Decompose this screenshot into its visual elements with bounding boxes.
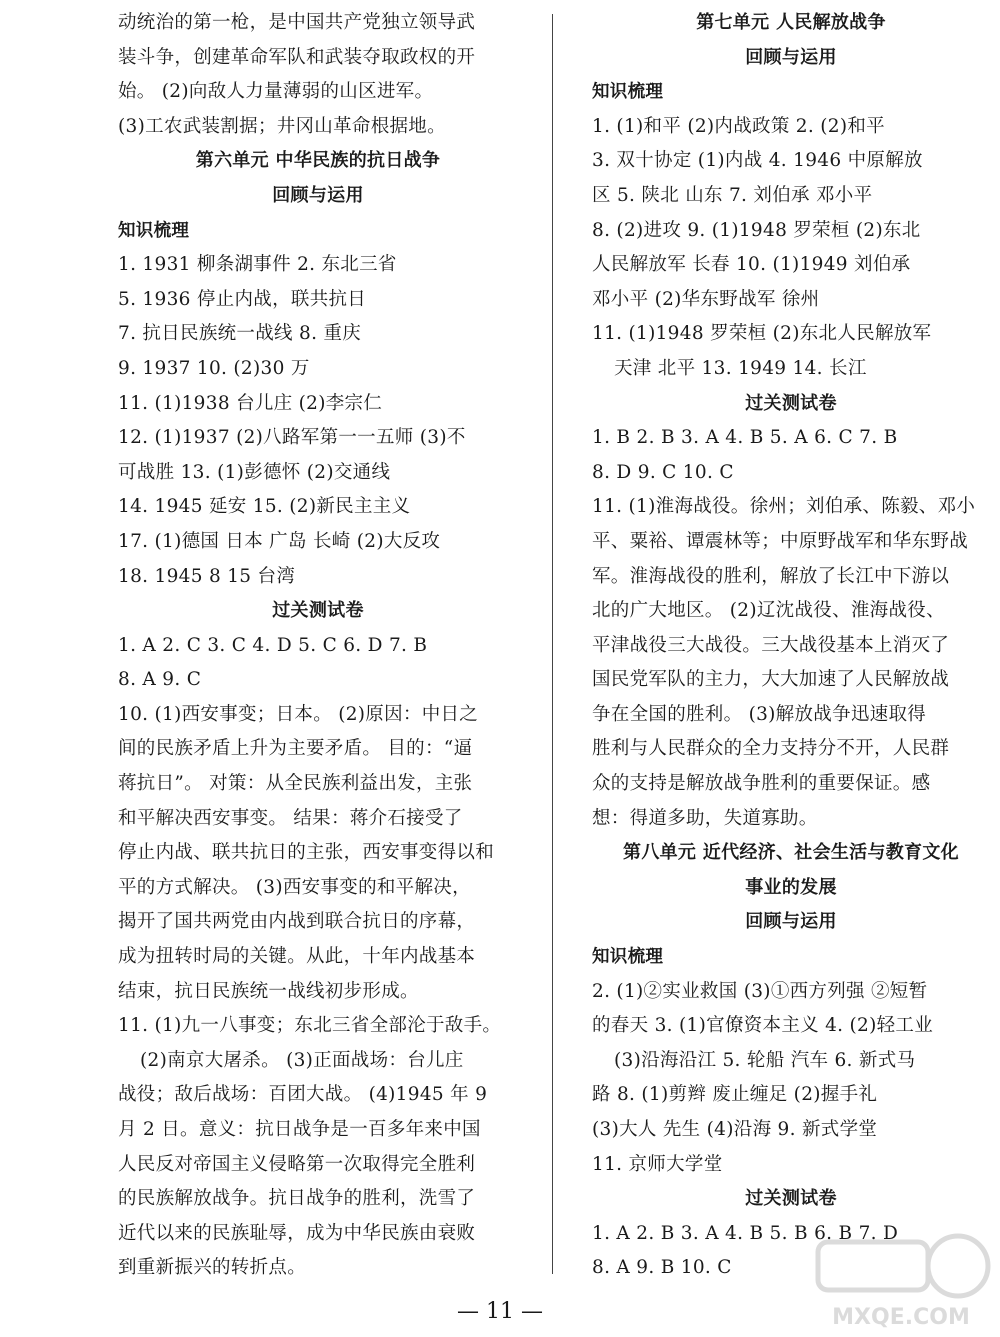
answer-line: 8. A 9. C xyxy=(118,669,202,691)
section-heading: 过关测试卷 xyxy=(745,1188,837,1210)
answer-line: (2)南京大屠杀。 (3)正面战场：台儿庄 xyxy=(140,1049,464,1071)
answer-line: 停止内战、联共抗日的主张，西安事变得以和 xyxy=(118,842,495,864)
answer-line: 人民解放军 长春 10. (1)1949 刘伯承 xyxy=(592,254,911,276)
answer-line: 11. (1)淮海战役。徐州；刘伯承、陈毅、邓小 xyxy=(592,496,976,518)
section-heading: 过关测试卷 xyxy=(272,600,364,622)
answer-line: 区 5. 陕北 山东 7. 刘伯承 邓小平 xyxy=(592,184,873,206)
answer-line: 胜利与人民群众的全力支持分不开，人民群 xyxy=(592,738,950,760)
answer-line: (3)沿海沿江 5. 轮船 汽车 6. 新式马 xyxy=(614,1049,916,1071)
answer-line: 平的方式解决。 (3)西安事变的和平解决， xyxy=(118,876,471,898)
watermark-text: MXQE.COM xyxy=(832,1305,970,1330)
answer-line: 7. 抗日民族统一战线 8. 重庆 xyxy=(118,323,362,345)
answer-line: 众的支持是解放战争胜利的重要保证。感 xyxy=(592,773,931,795)
answer-line: 始。 (2)向敌人力量薄弱的山区进军。 xyxy=(118,81,434,103)
answer-line: 间的民族矛盾上升为主要矛盾。 目的：“逼 xyxy=(118,738,473,760)
section-heading: 回顾与运用 xyxy=(745,46,837,68)
answer-line: 国民党军队的主力，大大加速了人民解放战 xyxy=(592,669,950,691)
watermark-logo xyxy=(808,1228,994,1332)
answer-line: 12. (1)1937 (2)八路军第一一五师 (3)不 xyxy=(118,427,466,449)
subsection-label: 知识梳理 xyxy=(592,82,664,103)
subsection-label: 知识梳理 xyxy=(592,947,664,968)
section-heading: 第八单元 近代经济、社会生活与教育文化 xyxy=(623,842,959,864)
section-heading: 回顾与运用 xyxy=(272,184,364,206)
answer-line: 军。淮海战役的胜利，解放了长江中下游以 xyxy=(592,565,950,587)
answer-line: 18. 1945 8 15 台湾 xyxy=(118,565,296,587)
section-heading: 第七单元 人民解放战争 xyxy=(696,12,886,33)
answer-line: 11. (1)1948 罗荣桓 (2)东北人民解放军 xyxy=(592,323,932,345)
right-column xyxy=(592,6,990,1286)
answer-line: 3. 双十协定 (1)内战 4. 1946 中原解放 xyxy=(592,150,923,172)
answer-line: 天津 北平 13. 1949 14. 长江 xyxy=(614,357,867,379)
answer-line: (3)大人 先生 (4)沿海 9. 新式学堂 xyxy=(592,1119,878,1140)
answer-line: 装斗争，创建革命军队和武装夺取政权的开 xyxy=(118,46,476,68)
subsection-label: 知识梳理 xyxy=(118,220,190,241)
answer-line: 8. (2)进攻 9. (1)1948 罗荣桓 (2)东北 xyxy=(592,219,921,241)
answer-line: 8. A 9. B 10. C xyxy=(592,1257,732,1279)
answer-line: 11. (1)1938 台儿庄 (2)李宗仁 xyxy=(118,392,383,414)
answer-line: 1. 1931 柳条湖事件 2. 东北三省 xyxy=(118,254,397,276)
answer-line: 邓小平 (2)华东野战军 徐州 xyxy=(592,288,820,310)
answer-line: 1. (1)和平 (2)内战政策 2. (2)和平 xyxy=(592,115,885,137)
answer-line: 战役；敌后战场：百团大战。 (4)1945 年 9 xyxy=(118,1084,488,1106)
answer-line: 10. (1)西安事变；日本。 (2)原因：中日之 xyxy=(118,703,479,725)
answer-line: 8. D 9. C 10. C xyxy=(592,461,734,483)
answer-line: 成为扭转时局的关键。从此，十年内战基本 xyxy=(118,946,476,968)
answer-line: 的春天 3. (1)官僚资本主义 4. (2)轻工业 xyxy=(592,1015,934,1037)
answer-line: 动统治的第一枪，是中国共产党独立领导武 xyxy=(118,12,476,33)
column-divider xyxy=(552,14,553,1274)
answer-line: (3)工农武装割据；井冈山革命根据地。 xyxy=(118,115,446,137)
answer-line: 和平解决西安事变。 结果：蒋介石接受了 xyxy=(118,807,463,829)
answer-line: 想：得道多助，失道寡助。 xyxy=(592,807,818,829)
left-column xyxy=(118,6,518,1286)
answer-line: 揭开了国共两党由内战到联合抗日的序幕， xyxy=(118,911,476,933)
answer-line: 的民族解放战争。抗日战争的胜利，洗雪了 xyxy=(118,1188,476,1210)
answer-line: 路 8. (1)剪辫 废止缠足 (2)握手礼 xyxy=(592,1084,878,1106)
answer-line: 可战胜 13. (1)彭德怀 (2)交通线 xyxy=(118,461,391,483)
section-heading: 过关测试卷 xyxy=(745,392,837,414)
answer-line: 17. (1)德国 日本 广岛 长崎 (2)大反攻 xyxy=(118,530,441,552)
section-heading: 第六单元 中华民族的抗日战争 xyxy=(195,150,441,172)
section-heading: 回顾与运用 xyxy=(745,911,837,933)
answer-line: 2. (1)②实业救国 (3)①西方列强 ②短暂 xyxy=(592,980,928,1002)
answer-line: 争在全国的胜利。 (3)解放战争迅速取得 xyxy=(592,703,927,725)
answer-line: 1. A 2. C 3. C 4. D 5. C 6. D 7. B xyxy=(118,634,428,656)
answer-line: 1. B 2. B 3. A 4. B 5. A 6. C 7. B xyxy=(592,427,898,449)
answer-line: 1. A 2. B 3. A 4. B 5. B 6. B 7. D xyxy=(592,1222,899,1244)
answer-line: 平津战役三大战役。三大战役基本上消灭了 xyxy=(592,634,950,656)
answer-line: 近代以来的民族耻辱，成为中华民族由衰败 xyxy=(118,1222,476,1244)
answer-line: 11. 京师大学堂 xyxy=(592,1153,723,1175)
section-heading: 事业的发展 xyxy=(745,876,837,898)
answer-line: 到重新振兴的转折点。 xyxy=(118,1257,307,1279)
answer-line: 14. 1945 延安 15. (2)新民主主义 xyxy=(118,496,411,518)
answer-line: 蒋抗日”。 对策：从全民族利益出发，主张 xyxy=(118,773,473,795)
answer-line: 11. (1)九一八事变；东北三省全部沦于敌手。 xyxy=(118,1015,502,1037)
answer-line: 9. 1937 10. (2)30 万 xyxy=(118,357,310,379)
answer-line: 平、粟裕、谭震林等；中原野战军和华东野战 xyxy=(592,530,969,552)
answer-line: 5. 1936 停止内战，联共抗日 xyxy=(118,288,367,310)
answer-line: 北的广大地区。 (2)辽沈战役、淮海战役、 xyxy=(592,600,945,622)
page-number: — 11 — xyxy=(457,1299,543,1324)
answer-line: 人民反对帝国主义侵略第一次取得完全胜利 xyxy=(118,1153,476,1175)
answer-line: 月 2 日。意义：抗日战争是一百多年来中国 xyxy=(118,1119,481,1140)
answer-line: 结束，抗日民族统一战线初步形成。 xyxy=(118,980,419,1002)
